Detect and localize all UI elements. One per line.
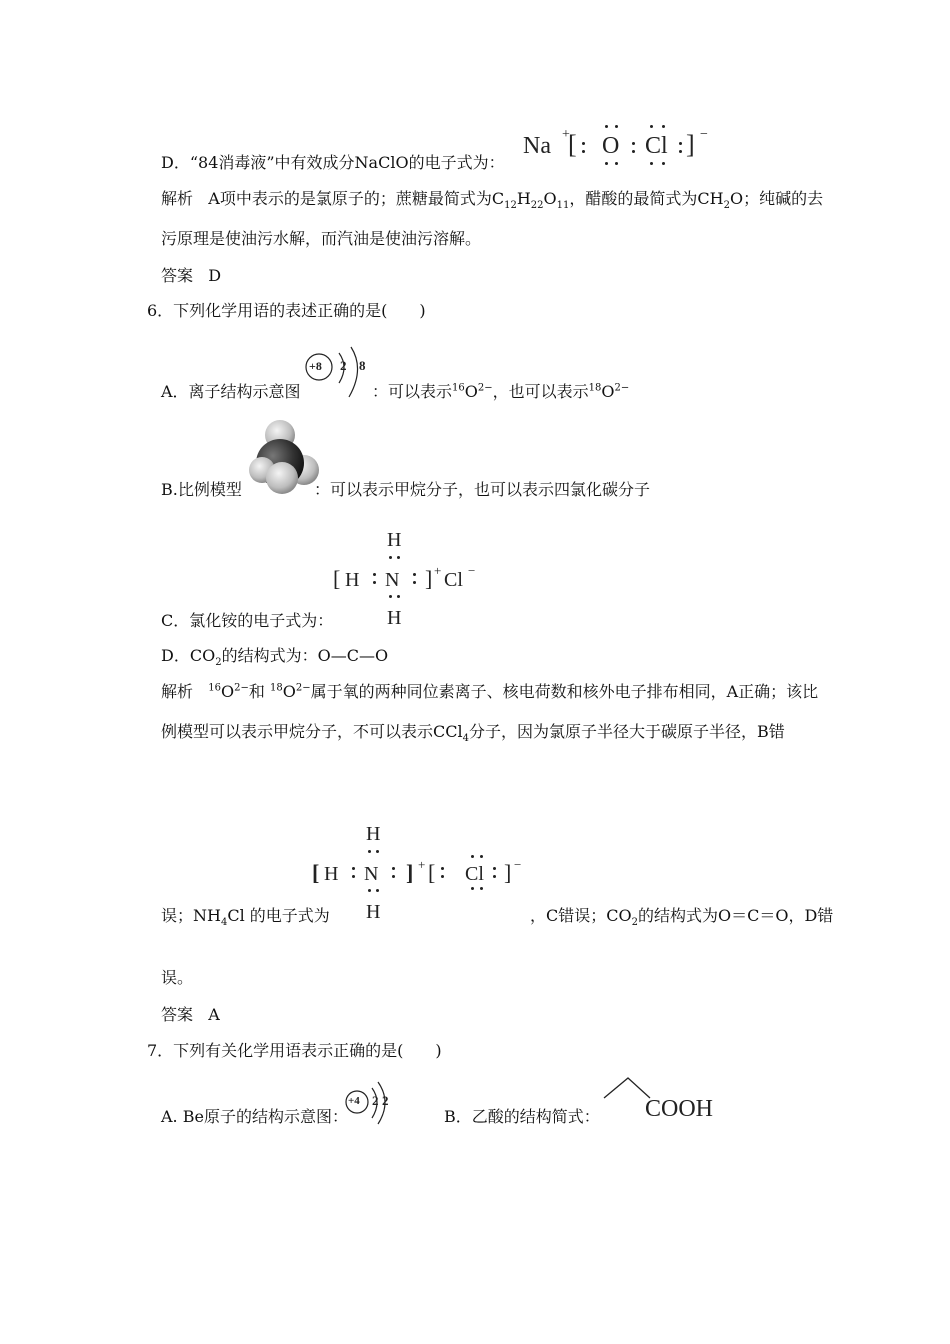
na-charge: + xyxy=(562,127,570,142)
cooh-group: COOH xyxy=(645,1096,714,1122)
naclo-electron-formula xyxy=(520,122,720,170)
anion-charge: − xyxy=(514,857,522,872)
q5-analysis-line2: 污原理是使油污水解，而汽油是使油污溶解。 xyxy=(161,229,482,248)
q6-option-d: D．$CO_2$的结构式为：O—C—O xyxy=(161,646,389,669)
q5-answer: 答案 D xyxy=(161,266,222,285)
q6-stem: 6．下列化学用语的表述正确的是( ) xyxy=(147,301,426,320)
anion-charge: − xyxy=(468,563,476,578)
cation-charge: + xyxy=(418,857,426,872)
acetic-acid-skeletal-formula xyxy=(600,1074,740,1124)
nucleus-charge: +4 xyxy=(348,1095,360,1107)
q5-option-d: D．“84消毒液”中有效成分NaClO的电子式为： xyxy=(161,153,505,172)
na-symbol: Na xyxy=(523,133,551,159)
h-bottom: H xyxy=(366,901,381,923)
oxygen-symbol: O xyxy=(602,133,620,159)
h-top: H xyxy=(387,529,402,551)
h-left: H xyxy=(345,569,360,591)
ion-structure-diagram xyxy=(303,345,373,400)
q6-analysis-line3a: 误；$NH_4Cl$ 的电子式为 xyxy=(161,906,330,929)
ammonium-chloride-electron-formula xyxy=(333,528,493,628)
nh4cl-electron-formula-analysis xyxy=(312,822,542,922)
bracket-left: [ xyxy=(312,860,320,885)
shell-2-count: 2 xyxy=(382,1093,389,1108)
q7-option-a: A. Be原子的结构示意图： xyxy=(161,1107,348,1126)
right-bracket: ] xyxy=(686,130,695,159)
bracket-left: [ xyxy=(333,566,341,591)
nucleus-charge: +8 xyxy=(309,359,322,373)
q6-analysis-line4: 误。 xyxy=(161,968,194,987)
q7-option-b: B．乙酸的结构简式： xyxy=(444,1107,600,1126)
q6-option-b-desc: ：可以表示甲烷分子，也可以表示四氯化碳分子 xyxy=(314,480,651,499)
shell-2-count: 8 xyxy=(359,358,366,373)
q7-stem: 7．下列有关化学用语表示正确的是( ) xyxy=(147,1041,442,1060)
cation-charge: + xyxy=(434,563,442,578)
q6-analysis-line2: 例模型可以表示甲烷分子，不可以表示CCl$_4$分子，因为氯原子半径大于碳原子半径，B错 xyxy=(161,722,785,745)
cl-anion: Cl xyxy=(465,863,484,885)
n-center: N xyxy=(385,569,400,591)
q6-option-b: B.比例模型 xyxy=(161,480,242,499)
methane-space-filling-model-icon xyxy=(248,418,320,496)
h-left: H xyxy=(324,863,339,885)
n-center: N xyxy=(364,863,379,885)
bracket-right: ] xyxy=(425,566,433,591)
h-top: H xyxy=(366,823,381,845)
shell-1-count: 2 xyxy=(372,1093,379,1108)
q6-option-a-desc: ：可以表示$^{16}O^{2-}$，也可以表示$^{18}O^{2-}$ xyxy=(372,382,630,401)
be-atom-structure-diagram xyxy=(342,1078,394,1128)
q6-option-c: C．氯化铵的电子式为： xyxy=(161,611,334,630)
q5-analysis-line1: 解析 A项中表示的是氯原子的；蔗糖最简式为$C_{12}H_{22}O_{11}$，醋酸的最简式为$CH_2O$；纯碱的去 xyxy=(161,189,824,212)
left-bracket: [ xyxy=(568,130,577,159)
anion-charge: − xyxy=(700,127,708,142)
q6-answer: 答案 A xyxy=(161,1005,220,1024)
q6-analysis-line1: 解析 $^{16}O^{2-}$和 $^{18}O^{2-}$属于氧的两种同位素离子、核电荷数和核外电子排布相同，A正确；该比 xyxy=(161,682,819,701)
anion-bracket-right: ] xyxy=(504,860,512,885)
q6-analysis-line3b: ，C错误；$CO_2$的结构式为O＝C＝O，D错 xyxy=(530,906,834,929)
shell-1-count: 2 xyxy=(340,358,347,373)
chlorine-symbol: Cl xyxy=(645,133,668,159)
cl-anion: Cl xyxy=(444,569,463,591)
h-bottom: H xyxy=(387,607,402,629)
anion-bracket-left: [ xyxy=(428,860,436,885)
q6-option-a: A．离子结构示意图 xyxy=(161,382,301,401)
bracket-right: ] xyxy=(406,860,414,885)
